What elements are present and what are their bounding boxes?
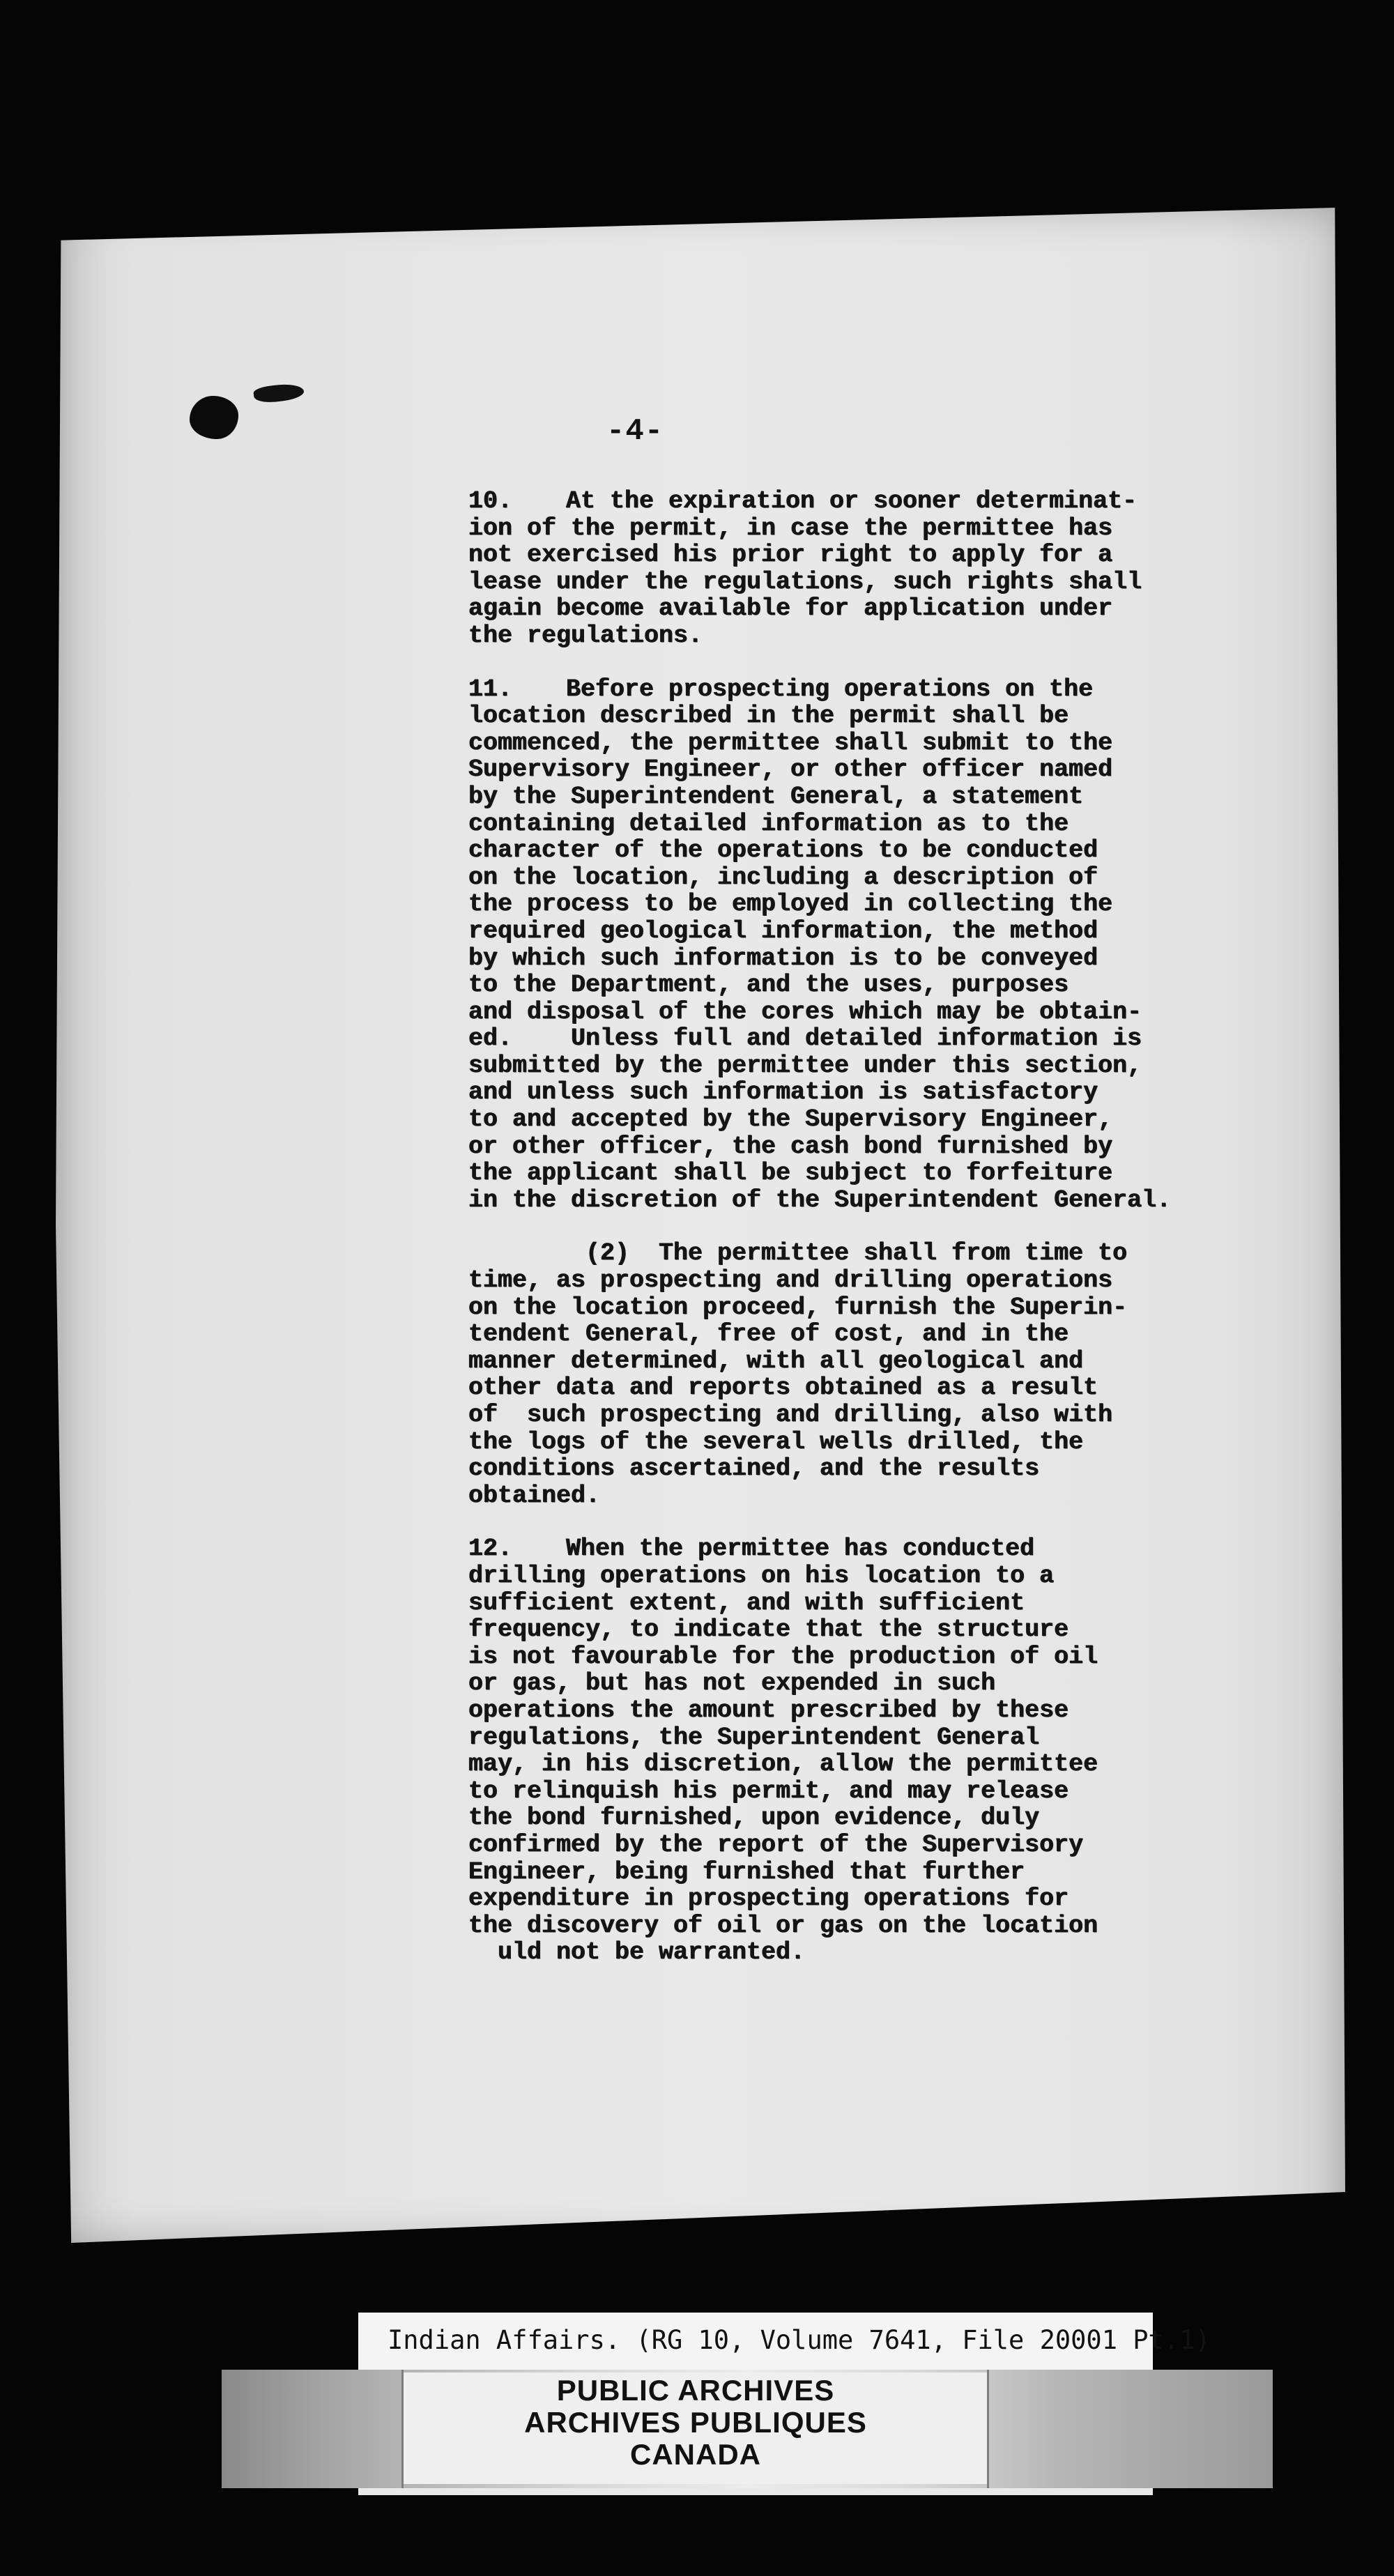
- stamp-line-archives-publiques: ARCHIVES PUBLIQUES: [524, 2406, 867, 2439]
- paragraph-number: 10.: [468, 487, 513, 515]
- document-body: [468, 488, 1235, 1993]
- paragraph-11: [468, 676, 1235, 1214]
- ink-blot-mark: [190, 396, 238, 439]
- paragraph-text: (2) The permittee shall from time to time, as prospecting and drilling operations on the location proceed, furnish the Superin- tendent General, free of cost, and in the manner determined, with all geological and other data and reports obtained as a result of such prospecting and drilling, also with the logs of the several wells drilled, the conditions ascertained, and the results obtained.: [468, 1239, 1128, 1510]
- paragraph-number: 12.: [468, 1535, 513, 1563]
- page-number: -4-: [606, 414, 664, 449]
- paragraph-12: [468, 1535, 1235, 1966]
- archive-reference-caption: Indian Affairs. (RG 10, Volume 7641, File 20001 Pt.1): [388, 2325, 1211, 2355]
- bottom-strip: [358, 2488, 1153, 2495]
- paragraph-text: When the permittee has conducted drilling operations on his location to a sufficient extent, and with sufficient frequency, to indicate that the structure is not favourable for the production of oil or gas, but has not expended in such operations the amount prescribed by these regulations, the Superintendent General may, in his discretion, allow the permittee to relinquish his permit, and may release the bond furnished, upon evidence, duly confirmed by the report of the Supervisory Engineer, being furnished that further expenditure in prospecting operations for the discovery of oil or gas on the location uld not be warranted.: [468, 1535, 1098, 1967]
- paragraph-10: [468, 488, 1235, 650]
- paragraph-number: 11.: [468, 675, 513, 703]
- stamp-line-public-archives: PUBLIC ARCHIVES: [556, 2374, 835, 2407]
- paragraph-text: Before prospecting operations on the location described in the permit shall be commenced, the permittee shall submit to the Supervisory Engineer, or other officer named by the Superintendent General, a statement containing detailed information as to the character of the operations to be conducted on the location, including a description of the process to be employed in collecting the required geological information, the method by which such information is to be conveyed to the Department, and the uses, purposes and disposal of the cores which may be obtain- ed. Unless full and detailed information is submitted by the permittee under this section, and unless such information is satisfactory to and accepted by the Supervisory Engineer, or other officer, the cash bond furnished by the applicant shall be subject to forfeiture in the discretion of the Superintendent General.: [468, 675, 1172, 1214]
- paragraph-11-subsection-2: [468, 1240, 1235, 1509]
- stamp-line-canada: CANADA: [630, 2438, 761, 2471]
- paragraph-text: At the expiration or sooner determinat- ion of the permit, in case the permittee has not exercised his prior right to apply for a lease under the regulations, such rights shall again become available for application under the regulations.: [468, 487, 1142, 650]
